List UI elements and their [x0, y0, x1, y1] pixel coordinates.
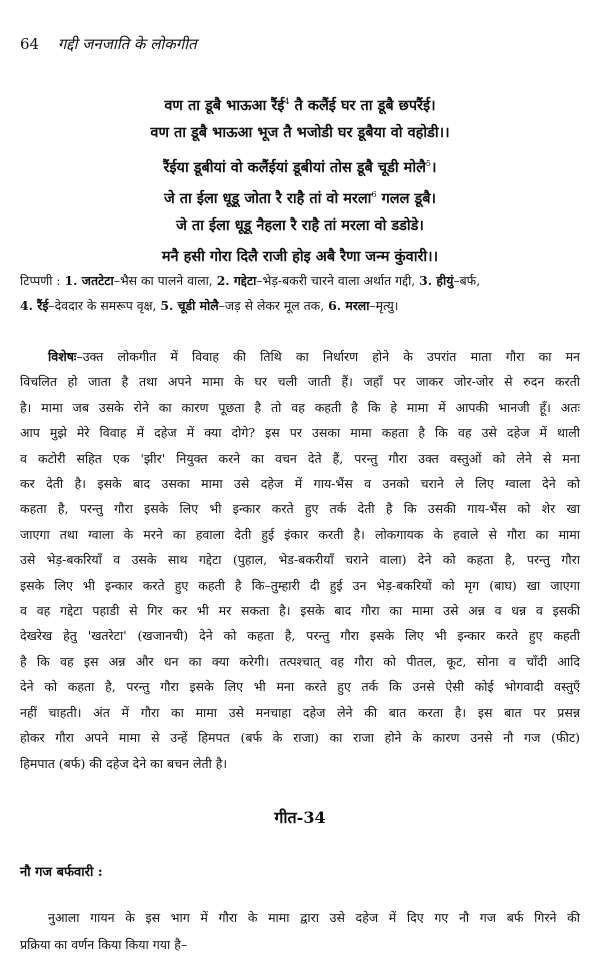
paragraph-line: नुआला गायन के इस भाग में गौरा के मामा द्वारा उसे दहेज में दिए गए नौ गज बर्फ गिरने की: [48, 910, 580, 925]
notes-prefix: टिप्पणी :: [20, 273, 65, 288]
paragraph-line: इसके लिए भी इन्कार करते हुए कहती है कि–तुम्हारी दी हुई उन भेड़-बकरियों को मृग (बाघ) खा जाएगा: [20, 577, 580, 593]
paragraph-line: [20, 344, 580, 369]
verse-text: वण ता डूबै भाऊआ भूज तै भजोडी घर डूबैया वो वहोडी।।: [150, 124, 450, 141]
notes-line: [20, 268, 580, 293]
paragraph-line: होकर गौरा अपने मामा से उन्हें हिमपत (बर्फ के राजा) का राजा होने के कारण उनसे नौ गज (फीट): [20, 730, 580, 746]
song-heading: गीत-34: [274, 808, 326, 827]
note-definition: –बर्फ,: [453, 273, 481, 288]
paragraph-text: –उक्त लोकगीत में विवाह की तिथि का निर्धारण होने के उपरांत माता गौरा का मन: [76, 349, 580, 364]
paragraph-line: आप मुझे मेरे विवाह में दहेज में क्या दोगे? इस पर उसका मामा कहता है कि वह उसे दहेज में थाली: [20, 425, 580, 441]
footnote-mark: 4: [284, 97, 290, 106]
paragraph-line: है कि वह इस अन्न और धन का क्या करेगी। तत्पश्चात् वह गौरा को पीतल, कूट, सोना व चाँदी आदि: [20, 653, 580, 669]
verse-text: गलल डूबै।: [376, 189, 437, 207]
paragraph-line: देने को कहता है, परन्तु गौरा इसके लिए भी मना करते हुए तर्क कि उनसे ऐसी कोई भोगवादी वस्तुएँ: [20, 679, 580, 695]
note-definition: –देवदार के समरूप वृक्ष,: [48, 298, 161, 313]
page-number: 64: [20, 35, 40, 53]
verse-text: जे ता ईला धूडू जोता रै राहै तां वो मरला: [163, 189, 372, 207]
verse-text: रैंईया डूबीयां वो कलैंईयां डूबीयां तोस डूबै चूडी मोलै: [163, 158, 426, 176]
page-header: [20, 34, 580, 54]
note-definition: –भैस का पालने वाला,: [113, 273, 217, 288]
paragraph-line: देखरेख हेतु 'खतरेटा' (खजानची) देने को कहता है, परन्तु गौरा इसके लिए भी इन्कार करते हुए कहती: [20, 628, 580, 644]
note-definition: –मृत्यु।: [369, 298, 399, 313]
section-subheading: नौ गज बर्फवारी :: [20, 865, 103, 880]
paragraph-line: व वह गद्देटा पहाडी से गिर कर भी मर सकता है। इसके बाद गौरा का मामा उसे अन्न व धन्न व इसकी: [20, 603, 580, 619]
note-term: 4. रैंई: [20, 298, 49, 313]
paragraph-line: उसे भेड़-बकरियाँ व उसके साथ गद्देटा (पुहाल, भेड-बकरीयाँ चराने वाला) देने को कहता है, परन्तु गौरा: [20, 552, 580, 568]
note-term: 5. चूडी मोलै: [160, 298, 219, 313]
verse-text: जे ता ईला धूडू नैहला रै राहै तां मरला वो डडोडे।: [176, 217, 424, 234]
paragraph-line: व कटोरी सहित एक 'झीर' नियुक्त करने का वचन देते हैं, परन्तु गौरा उक्त वस्तुओं को लेने से मना: [20, 450, 580, 466]
verse-line: [0, 148, 600, 179]
verse-text: ।: [431, 158, 437, 176]
verse-text: तै कलैंई घर ता डूबै छपरैंई।: [289, 96, 436, 114]
glossary-notes: [20, 268, 580, 318]
folk-song-verse: [0, 86, 600, 272]
note-term: 1. जतटेटा: [64, 273, 114, 288]
paragraph-line: है। मामा जब उसके रोने का कारण पूछता है तो वह कहती है कि हे मामा में आपकी भानजी हूँ। अतः: [20, 399, 580, 415]
paragraph-line: विचलित हो जाता है तथा अपने मामा के घर चली जाती हैं। जहाँ पर जाकर जोर-जोर से रुदन करती: [20, 374, 580, 390]
running-title: गद्दी जनजाति के लोकगीत: [57, 35, 197, 53]
note-term: 6. मरला: [328, 298, 370, 313]
paragraph-line: हिमपात (बर्फ) की दहेज देने का बचन लेती है।: [20, 755, 228, 771]
verse-line: [0, 86, 600, 117]
paragraph-line: नहीं चाहती। अंत में गौरा का मामा उसे मनचाहा दहेज लेने की बात करता है। इस बात पर प्रसन्न: [20, 704, 580, 720]
paragraph-line: कर देती है। इसके बाद उसका मामा उसे दहेज में गाय-भैंस व उनको चराने ले लिए ग्वाला देने को: [20, 476, 580, 492]
note-definition: –भेड़-बकरी चारने वाला अर्थात गद्दी,: [256, 273, 420, 288]
verse-text: वण ता डूबै भाऊआ रैंई: [164, 96, 285, 114]
verse-line: [0, 179, 600, 210]
footnote-mark: 5: [425, 159, 431, 168]
paragraph-line: प्रक्रिया का वर्णन किया किया गया है–: [20, 937, 188, 952]
note-definition: –जड़ से लेकर मूल तक,: [218, 298, 329, 313]
verse-text: मनै हसी गोरा दिलै राजी होइ अबै रैणा जन्म कुंवारी।।: [161, 248, 439, 265]
note-term: 3. हीयुं: [419, 273, 454, 288]
footnote-mark: 6: [371, 190, 377, 199]
commentary-paragraph: [20, 344, 580, 776]
intro-paragraph: [20, 904, 580, 958]
verse-line: [0, 117, 600, 148]
paragraph-line: कहता है, परन्तु गौरा इसके लिए भी इन्कार करते हुए तर्क देती है कि उसकी गाय-भैंस को शेर खा: [20, 501, 580, 517]
paragraph-line: जाएगा तथा ग्वाला के मरने का हवाला देती हुई इंकार करती है। लोकगायक के हवाले से गौरा का मामा: [20, 526, 580, 542]
paragraph-lead: विशेषः: [48, 349, 77, 364]
notes-line: [20, 293, 580, 318]
verse-line: [0, 210, 600, 241]
note-term: 2. गद्देटा: [216, 273, 257, 288]
